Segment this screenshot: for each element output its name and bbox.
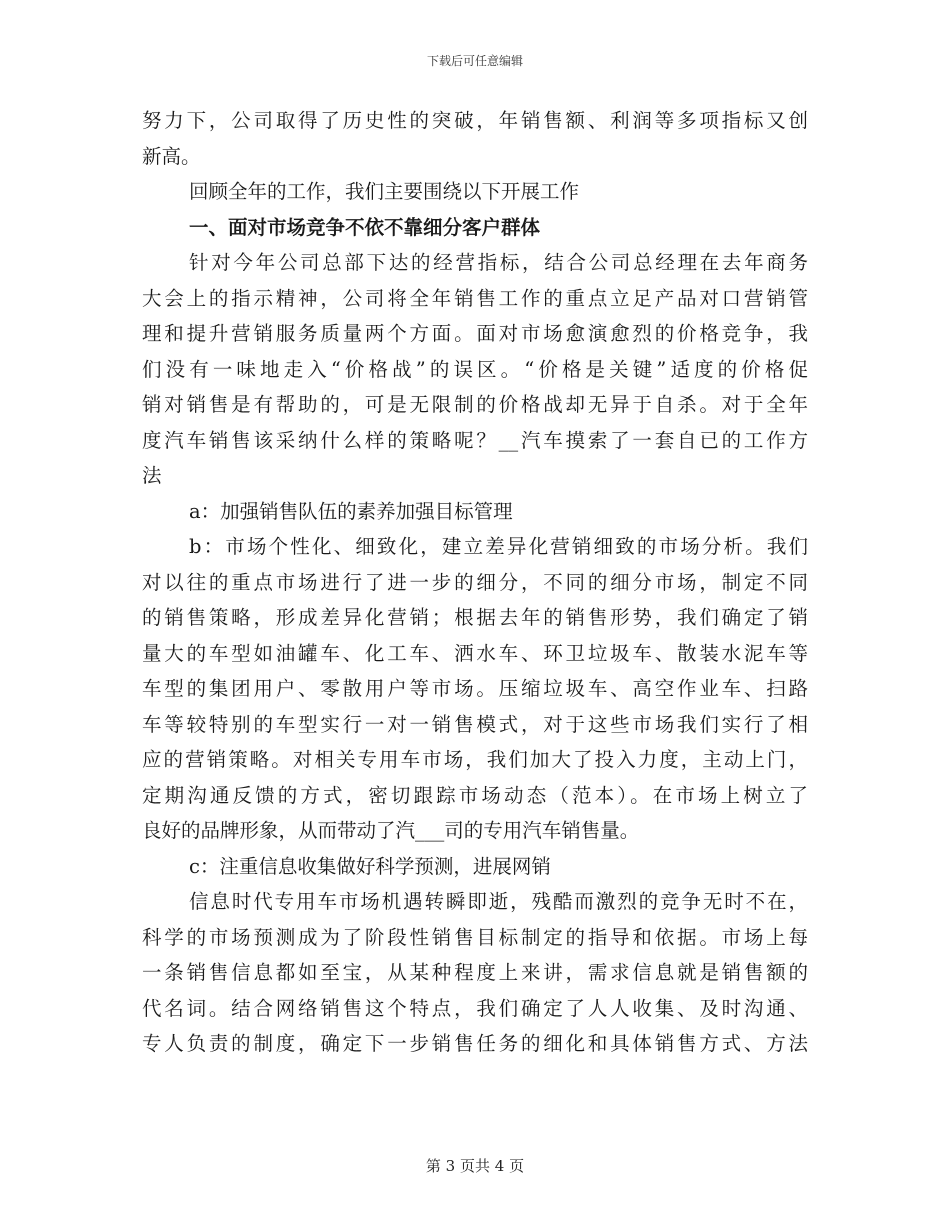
text-line: c：注重信息收集做好科学预测，进展网销 — [189, 854, 551, 878]
text-line: 专人负责的制度，确定下一步销售任务的细化和具体销售方式、方法 — [142, 1032, 808, 1055]
text-line: 度汽车销售该采纳什么样的策略呢？__汽车摸索了一套自已的工作方 — [142, 428, 808, 452]
text-line: 代名词。结合网络销售这个特点，我们确定了人人收集、及时沟通、 — [142, 996, 808, 1020]
text-line: 努力下，公司取得了历史性的突破，年销售额、利润等多项指标又创 — [142, 109, 808, 132]
text-line: 大会上的指示精神，公司将全年销售工作的重点立足产品对口营销管 — [142, 286, 808, 310]
section-heading: 一、面对市场竞争不依不靠细分客户群体 — [189, 215, 541, 239]
text-line: 车等较特别的车型实行一对一销售模式，对于这些市场我们实行了相 — [142, 712, 808, 736]
text-line: 销对销售是有帮助的，可是无限制的价格战却无异于自杀。对于全年 — [142, 393, 808, 416]
text-line: a：加强销售队伍的素养加强目标管理 — [189, 499, 513, 523]
text-line: 针对今年公司总部下达的经营指标，结合公司总经理在去年商务 — [189, 251, 808, 274]
text-line: 一条销售信息都如至宝，从某种程度上来讲，需求信息就是销售额的 — [142, 961, 808, 984]
text-line: 回顾全年的工作，我们主要围绕以下开展工作 — [189, 180, 580, 203]
text-line: 们没有一味地走入“价格战”的误区。“价格是关键”适度的价格促 — [142, 357, 808, 381]
text-line: 车型的集团用户、零散用户等市场。压缩垃圾车、高空作业车、扫路 — [142, 677, 808, 700]
text-line: 的销售策略，形成差异化营销；根据去年的销售形势，我们确定了销 — [142, 606, 808, 629]
text-line: 定期沟通反馈的方式，密切跟踪市场动态（范本）。在市场上树立了 — [142, 783, 808, 807]
text-line: 信息时代专用车市场机遇转瞬即逝，残酷而激烈的竞争无时不在， — [189, 890, 808, 913]
text-line: 理和提升营销服务质量两个方面。面对市场愈演愈烈的价格竞争，我 — [142, 322, 808, 345]
text-line: b：市场个性化、细致化，建立差异化营销细致的市场分析。我们 — [189, 535, 808, 558]
text-line: 新高。 — [142, 144, 201, 168]
text-line: 对以往的重点市场进行了进一步的细分，不同的细分市场，制定不同 — [142, 570, 808, 594]
page-header: 下载后可任意编辑 — [426, 54, 523, 68]
page-number: 第 3 页共 4 页 — [425, 1157, 525, 1175]
document-body — [142, 103, 808, 1062]
text-line: 良好的品牌形象，从而带动了汽___司的专用汽车销售量。 — [142, 819, 640, 842]
text-line: 应的营销策略。对相关专用车市场，我们加大了投入力度，主动上门， — [142, 748, 808, 771]
text-line: 量大的车型如油罐车、化工车、洒水车、环卫垃圾车、散装水泥车等 — [142, 641, 808, 665]
text-line: 科学的市场预测成为了阶段性销售目标制定的指导和依据。市场上每 — [142, 925, 808, 949]
text-line: 法 — [142, 464, 162, 487]
